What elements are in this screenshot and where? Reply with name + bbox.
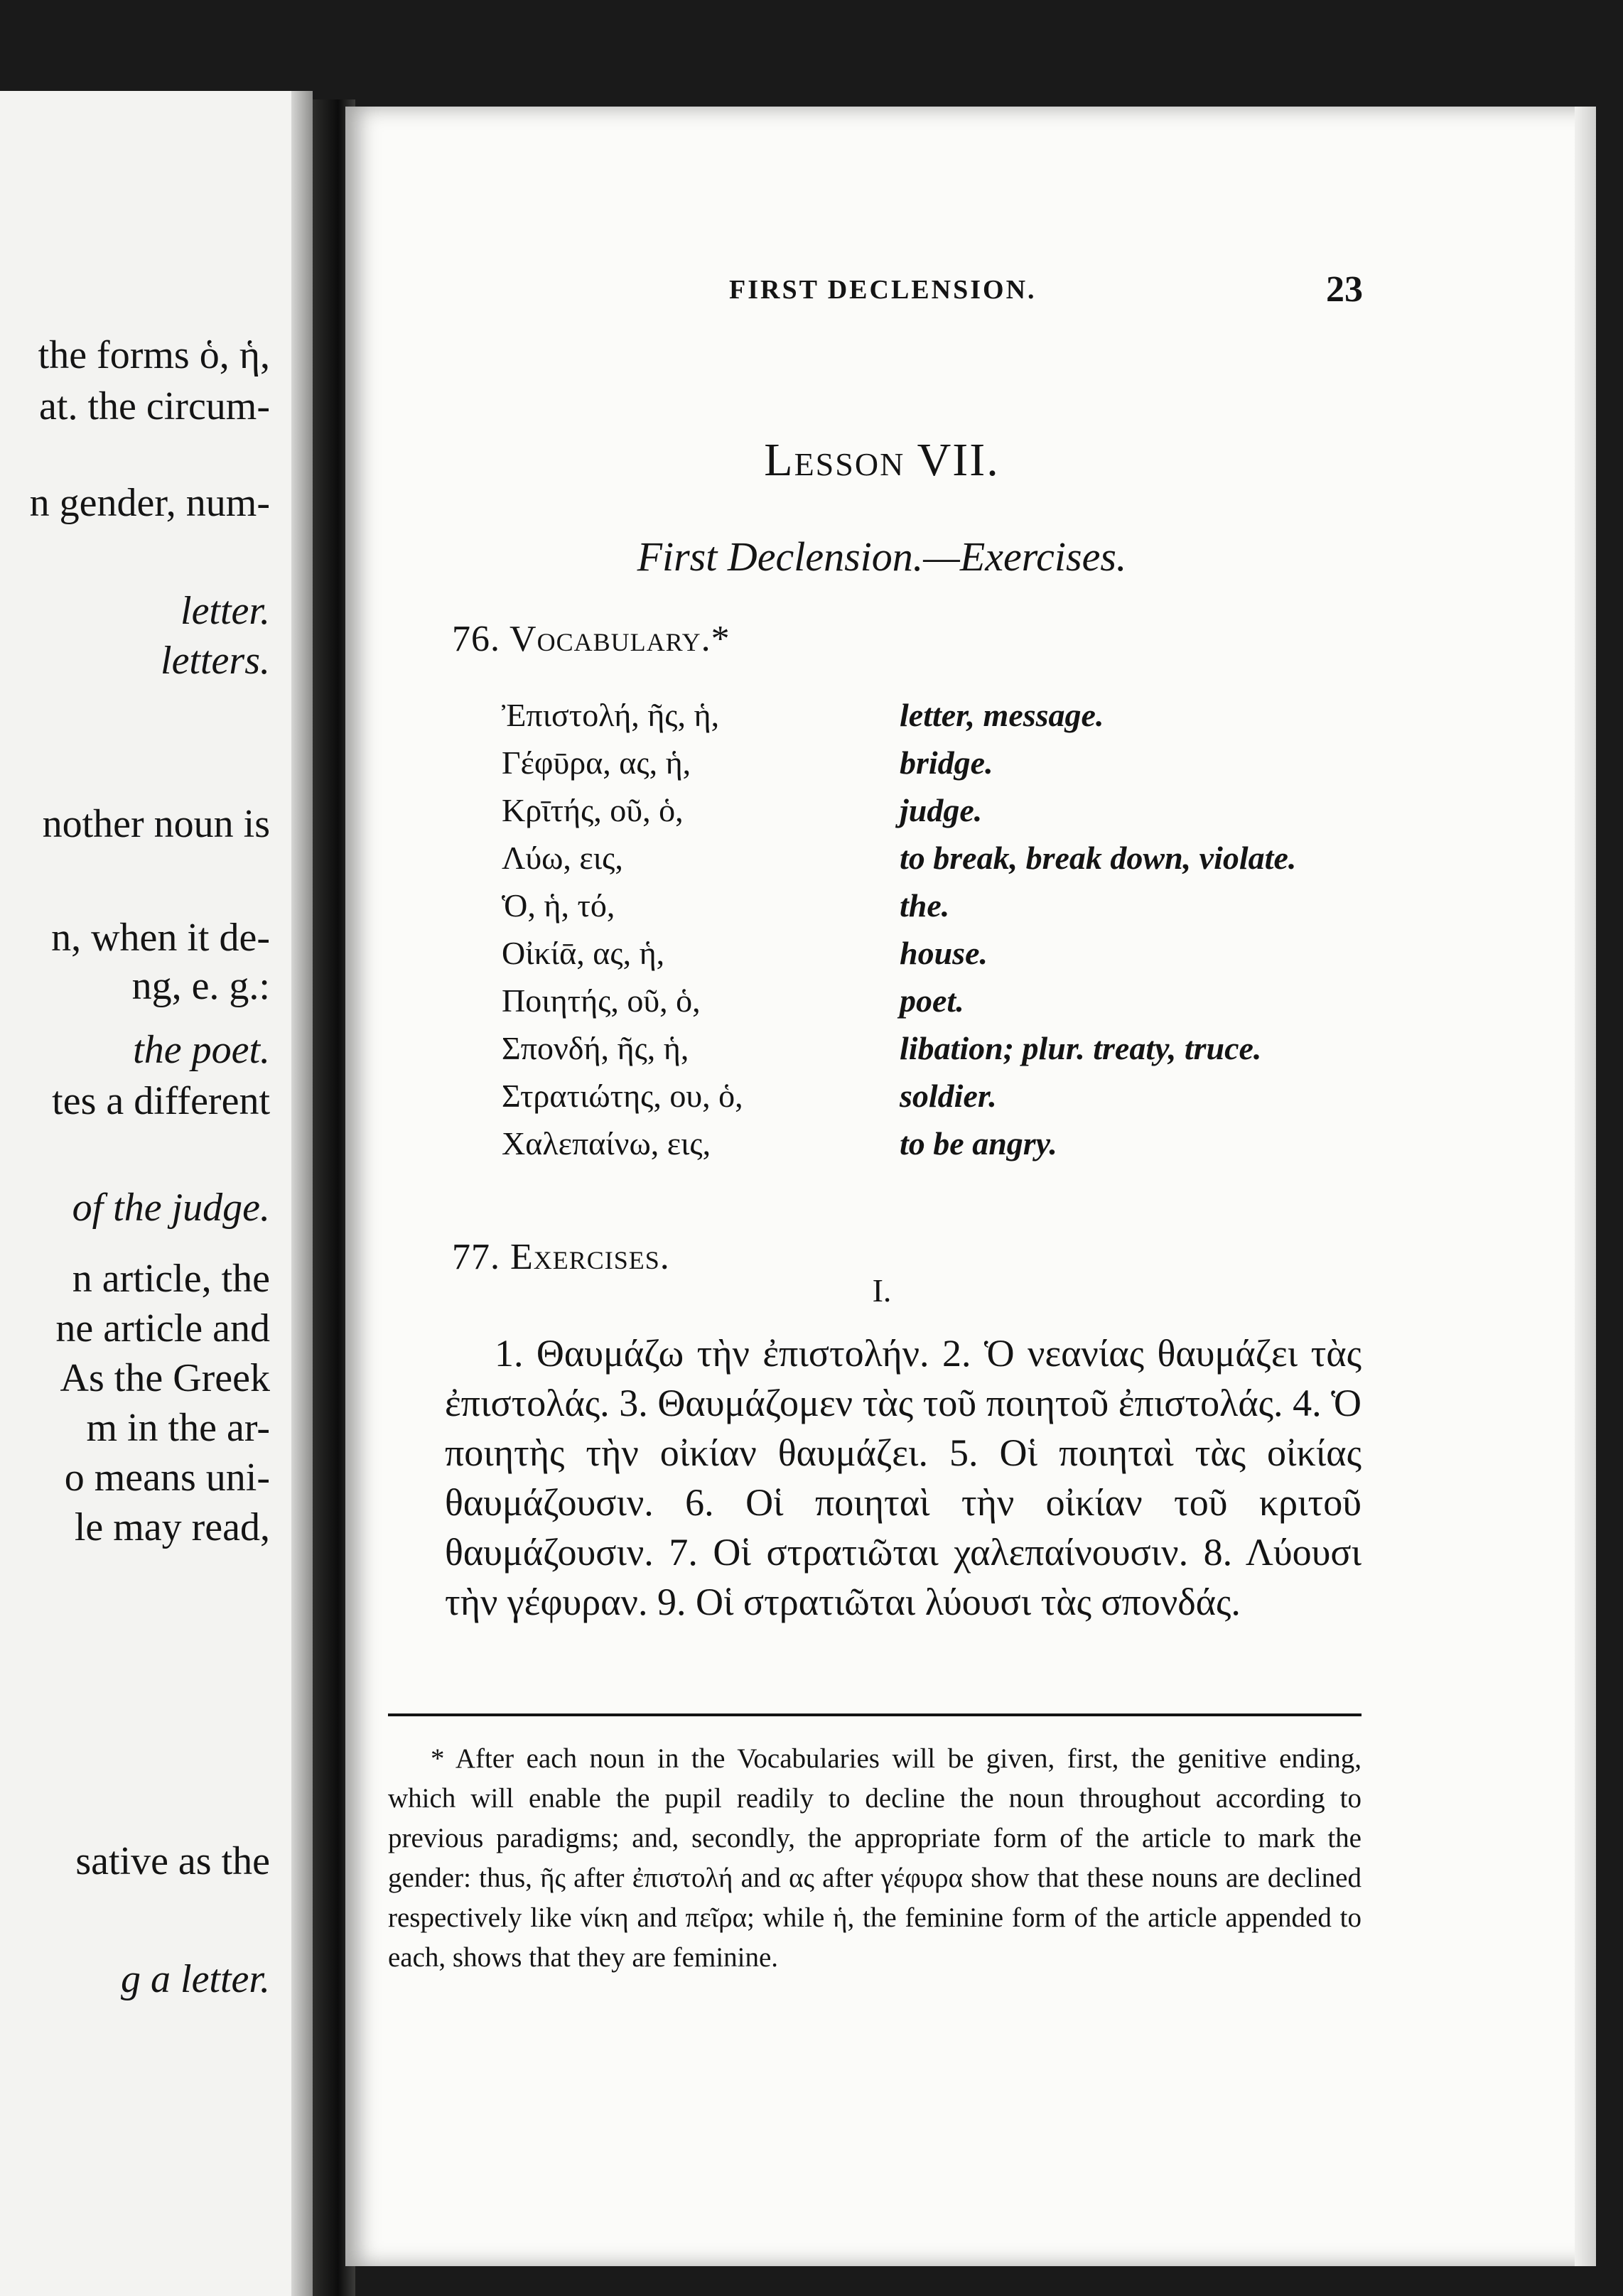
left-page-line: sative as the xyxy=(75,1839,270,1883)
left-page-line: the forms ὁ, ἡ, xyxy=(38,333,270,377)
vocabulary-entry xyxy=(502,744,1425,791)
vocabulary-entry xyxy=(502,1077,1425,1125)
vocabulary-gloss: to be angry. xyxy=(900,1125,1057,1161)
left-page-line: letters. xyxy=(161,639,270,683)
vocabulary-greek: Χαλεπαίνω, εις, xyxy=(502,1125,711,1161)
left-page-line: m in the ar- xyxy=(86,1406,270,1450)
left-page-line: of the judge. xyxy=(72,1186,270,1230)
vocabulary-greek: Λύω, εις, xyxy=(502,840,623,876)
vocabulary-entry xyxy=(502,887,1425,934)
page-edge xyxy=(1575,107,1596,2266)
vocabulary-gloss: libation; plur. treaty, truce. xyxy=(900,1030,1262,1066)
vocabulary-greek: Στρατιώτης, ου, ὁ, xyxy=(502,1078,743,1114)
vocabulary-gloss: judge. xyxy=(900,792,983,828)
vocabulary-greek: Ὁ, ἡ, τό, xyxy=(502,887,615,924)
vocabulary-entry xyxy=(502,1125,1425,1172)
running-head xyxy=(345,269,1596,324)
vocabulary-gloss: house. xyxy=(900,935,988,971)
vocabulary-gloss: letter, message. xyxy=(900,697,1104,733)
lesson-title: Lesson VII. xyxy=(764,434,1000,486)
left-page-line: n gender, num- xyxy=(29,481,270,525)
left-page-line: le may read, xyxy=(74,1505,270,1549)
exercise-text: 1. Θαυμάζω τὴν ἐπιστολήν. 2. Ὁ νεανίας θαυμάζει τὰς ἐπιστολάς. 3. Θαυμάζομεν τὰς τοῦ ποιητοῦ ἐπιστολάς. 4. Ὁ ποιητὴς τὴν οἰκίαν θαυμάζει. 5. Οἱ ποιηταὶ τὰς οἰκίας θαυμάζουσιν. 6. Οἱ ποιηταὶ τὴν οἰκίαν τοῦ κριτοῦ θαυμάζουσιν. 7. Οἱ στρατιῶται χαλεπαίνουσιν. 8. Λύουσι τὴν γέφυραν. 9. Οἱ στρατιῶται λύουσι τὰς σπονδάς. xyxy=(445,1332,1362,1623)
left-page-gutter-shadow xyxy=(291,91,313,2296)
vocabulary-entry xyxy=(502,1029,1425,1077)
vocabulary-entry xyxy=(502,934,1425,982)
vocabulary-gloss: soldier. xyxy=(900,1078,997,1114)
exercises-heading: 77. Exercises. xyxy=(452,1237,670,1277)
left-facing-page xyxy=(0,91,313,2296)
left-page-line: n, when it de- xyxy=(51,916,270,960)
vocabulary-entry xyxy=(502,839,1425,887)
vocabulary-list xyxy=(502,696,1425,1172)
vocabulary-gloss: bridge. xyxy=(900,744,993,781)
vocabulary-greek: Ἐπιστολή, ῆς, ἡ, xyxy=(502,697,720,733)
vocabulary-greek: Κρῑτής, οῦ, ὁ, xyxy=(502,792,684,828)
left-page-line: the poet. xyxy=(133,1028,270,1072)
left-page-line: n article, the xyxy=(72,1257,270,1301)
left-page-line: ng, e. g.: xyxy=(131,964,270,1008)
running-title: FIRST DECLENSION. xyxy=(729,275,1037,305)
left-page-line: g a letter. xyxy=(121,1957,270,2001)
left-page-line: ne article and xyxy=(55,1306,270,1350)
left-page-line: letter. xyxy=(180,589,270,633)
footnote: * After each noun in the Vocabularies will be given, first, the genitive ending, which will enable the pupil readily to decline the noun throughout according to previous paradigms; and, secondly, the appropriate form of the article to mark the gender: thus, ῆς after ἐπιστολή and ας after γέφυρα show that these nouns are declined respectively like νίκη and πεῖρα; while ἡ, the feminine form of the article appended to each, shows that they are feminine. xyxy=(388,1743,1362,1973)
vocabulary-greek: Οἰκίᾱ, ας, ἡ, xyxy=(502,935,665,971)
vocabulary-heading: 76. Vocabulary.* xyxy=(452,619,730,659)
left-page-line: at. the circum- xyxy=(39,384,270,428)
left-page-line: o means uni- xyxy=(64,1456,270,1500)
vocabulary-entry xyxy=(502,791,1425,839)
vocabulary-greek: Σπονδή, ῆς, ἡ, xyxy=(502,1030,689,1066)
vocabulary-greek: Ποιητής, οῦ, ὁ, xyxy=(502,982,701,1019)
footnote-rule xyxy=(388,1713,1362,1716)
book-page xyxy=(345,107,1596,2266)
vocabulary-entry xyxy=(502,982,1425,1029)
page-number: 23 xyxy=(1326,269,1363,310)
left-page-line: As the Greek xyxy=(60,1356,270,1400)
exercise-section-numeral: I. xyxy=(872,1272,892,1309)
vocabulary-greek: Γέφῡρα, ας, ἡ, xyxy=(502,744,691,781)
lesson-subtitle: First Declension.—Exercises. xyxy=(637,534,1127,580)
vocabulary-gloss: poet. xyxy=(900,982,964,1019)
vocabulary-gloss: to break, break down, violate. xyxy=(900,840,1297,876)
left-page-line: nother noun is xyxy=(42,802,270,846)
left-page-line: tes a different xyxy=(52,1079,270,1123)
vocabulary-entry xyxy=(502,696,1425,744)
vocabulary-gloss: the. xyxy=(900,887,950,924)
